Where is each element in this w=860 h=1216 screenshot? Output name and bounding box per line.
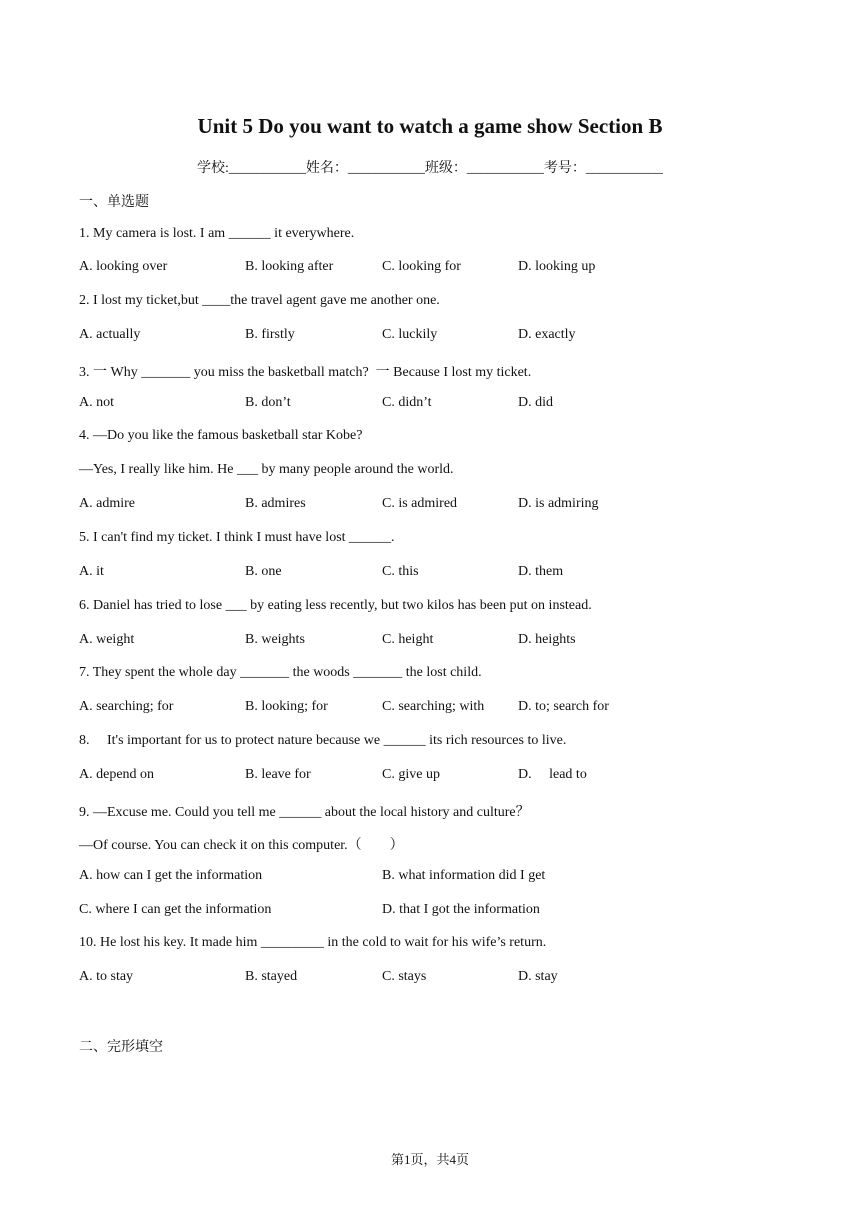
question-stem: 2. I lost my ticket,but ____the travel agent gave me another one.	[79, 293, 440, 308]
option-d: D. heights	[518, 632, 576, 647]
page-number-footer: 第1页，共4页	[390, 1152, 469, 1167]
option-b: B. leave for	[245, 767, 311, 782]
option-b: B. what information did I get	[382, 868, 546, 883]
option-b: B. one	[245, 564, 282, 579]
question-stem: 6. Daniel has tried to lose ___ by eating less recently, but two kilos has been put on instead.	[79, 598, 592, 613]
option-c: C. didn’t	[382, 395, 432, 410]
option-a: A. it	[79, 564, 104, 579]
question-stem: 10. He lost his key. It made him _________ in the cold to wait for his wife’s return.	[79, 935, 547, 950]
question-stem: 9. —Excuse me. Could you tell me ______ about the local history and culture？	[79, 805, 530, 820]
option-b: B. don’t	[245, 395, 291, 410]
question-stem: 1. My camera is lost. I am ______ it everywhere.	[79, 226, 355, 241]
option-d: D. did	[518, 395, 553, 410]
question-stem-line2: —Yes, I really like him. He ___ by many people around the world.	[79, 462, 454, 477]
option-b: B. weights	[245, 632, 305, 647]
option-d: D. them	[518, 564, 564, 579]
option-b: B. looking; for	[245, 699, 328, 714]
option-b: B. stayed	[245, 969, 298, 984]
option-a: A. how can I get the information	[79, 868, 263, 883]
option-d: D. is admiring	[518, 496, 599, 511]
question-stem: 4. —Do you like the famous basketball star Kobe?	[79, 428, 363, 443]
option-b: B. firstly	[245, 327, 295, 342]
question-stem: 5. I can't find my ticket. I think I must have lost ______.	[79, 530, 395, 545]
section-heading-cloze: 二、完形填空	[79, 1039, 163, 1055]
question-stem-line2: —Of course. You can check it on this computer.（ ）	[79, 838, 404, 853]
option-d: D. lead to	[518, 767, 587, 782]
question-stem: 3. 一 Why _______ you miss the basketball match? 一 Because I lost my ticket.	[79, 365, 532, 380]
option-a: A. weight	[79, 632, 135, 647]
option-b: B. admires	[245, 496, 306, 511]
option-a: A. not	[79, 395, 114, 410]
option-c: C. give up	[382, 767, 440, 782]
section-heading-single-choice: 一、单选题	[79, 194, 149, 210]
option-a: A. depend on	[79, 767, 155, 782]
option-d: D. looking up	[518, 259, 596, 274]
option-c: C. is admired	[382, 496, 458, 511]
option-c: C. searching; with	[382, 699, 485, 714]
option-c: C. this	[382, 564, 419, 579]
option-d: D. exactly	[518, 327, 576, 342]
option-a: A. to stay	[79, 969, 134, 984]
option-c: C. stays	[382, 969, 427, 984]
page-title: Unit 5 Do you want to watch a game show Section B	[197, 114, 663, 138]
student-info-line: 学校:___________姓名：___________班级：___________考号：___________	[197, 161, 663, 176]
option-a: A. actually	[79, 327, 141, 342]
option-d: D. to; search for	[518, 699, 609, 714]
option-b: B. looking after	[245, 259, 334, 274]
option-c: C. luckily	[382, 327, 438, 342]
option-d: D. stay	[518, 969, 558, 984]
option-c: C. where I can get the information	[79, 902, 272, 917]
question-stem: 8. It's important for us to protect nature because we ______ its rich resources to live.	[79, 733, 567, 748]
option-c: C. height	[382, 632, 434, 647]
option-d: D. that I got the information	[382, 902, 540, 917]
option-a: A. looking over	[79, 259, 168, 274]
option-a: A. searching; for	[79, 699, 174, 714]
option-c: C. looking for	[382, 259, 461, 274]
question-stem: 7. They spent the whole day _______ the woods _______ the lost child.	[79, 665, 482, 680]
option-a: A. admire	[79, 496, 135, 511]
